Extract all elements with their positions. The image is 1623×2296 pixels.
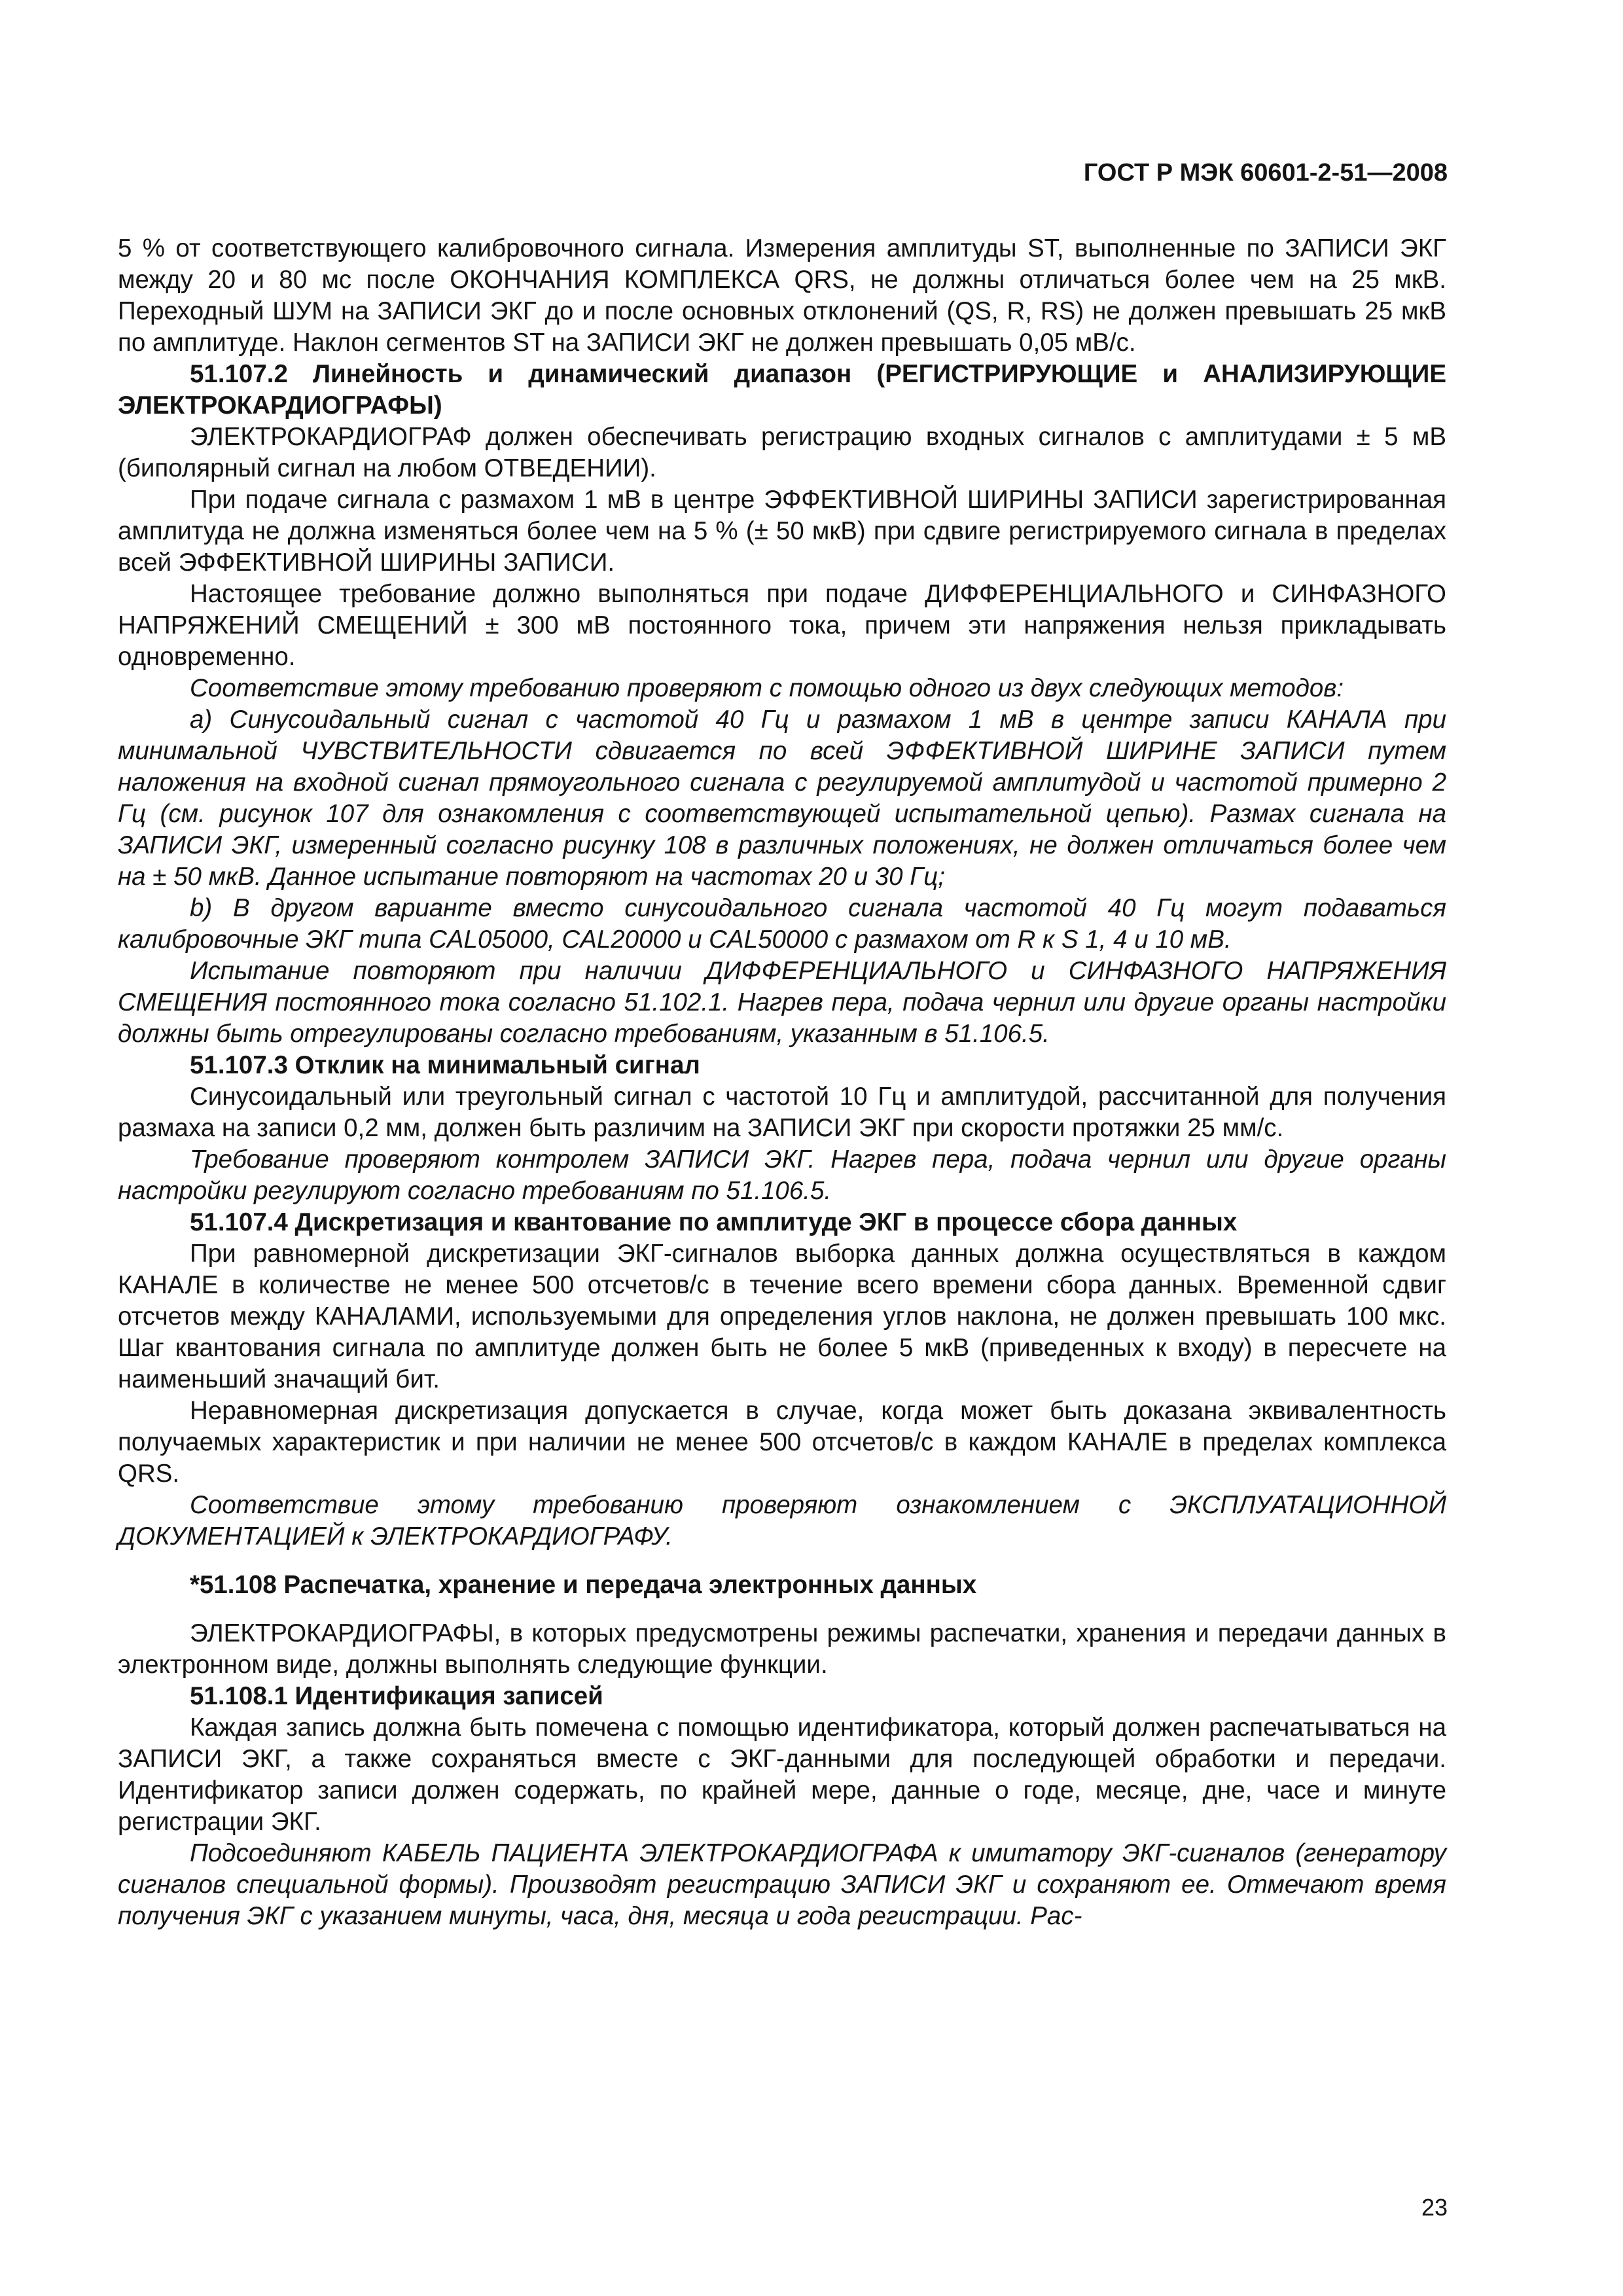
section-heading-51-108-1: 51.108.1 Идентификация записей bbox=[190, 1682, 603, 1710]
paragraph: Неравномерная дискретизация допускается в случае, когда может быть доказана эквивалентность получаемых характеристик и при наличии не менее 500 отсчетов/с в каждом КАНАЛЕ в пределах комплекса QRS. bbox=[118, 1397, 1446, 1488]
method-b-paragraph: b) В другом варианте вместо синусоидального сигнала частотой 40 Гц могут подаваться калибровочные ЭКГ типа CAL05000, CAL20000 и CAL50000 с размахом от R к S 1, 4 и 10 мВ. bbox=[118, 894, 1446, 954]
paragraph: При равномерной дискретизации ЭКГ-сигналов выборка данных должна осуществляться в каждом КАНАЛЕ в количестве не менее 500 отсчетов/с в течение всего времени сбора данных. Временной сдвиг отсчетов между КАНАЛАМИ, используемыми для определения углов наклона, не должен превышать 100 мкс. Шаг квантования сигнала по амплитуде должен быть не более 5 мкВ (приведенных к входу) в пересчете на наименьший значащий бит. bbox=[118, 1240, 1446, 1393]
section-heading-51-107-2: 51.107.2 Линейность и динамический диапазон (РЕГИСТРИРУЮЩИЕ и АНАЛИЗИРУЮЩИЕ ЭЛЕКТРОКАРДИОГРАФЫ) bbox=[118, 360, 1446, 420]
paragraph: ЭЛЕКТРОКАРДИОГРАФ должен обеспечивать регистрацию входных сигналов с амплитудами ± 5 мВ (биполярный сигнал на любом ОТВЕДЕНИИ). bbox=[118, 423, 1446, 482]
section-heading-51-108: *51.108 Распечатка, хранение и передача электронных данных bbox=[190, 1571, 977, 1599]
method-a-paragraph: a) Синусоидальный сигнал с частотой 40 Гц и размахом 1 мВ в центре записи КАНАЛА при минимальной ЧУВСТВИТЕЛЬНОСТИ сдвигается по всей ЭФФЕКТИВНОЙ ШИРИНЕ ЗАПИСИ путем наложения на входной сигнал прямоугольного сигнала с регулируемой амплитудой и частотой примерно 2 Гц (см. рисунок 107 для ознакомления с соответствующей испытательной цепью). Размах сигнала на ЗАПИСИ ЭКГ, измеренный согласно рисунку 108 в различных положениях, не должен отличаться более чем на ± 50 мкВ. Данное испытание повторяют на частотах 20 и 30 Гц; bbox=[118, 706, 1446, 891]
paragraph: Настоящее требование должно выполняться при подаче ДИФФЕРЕНЦИАЛЬНОГО и СИНФАЗНОГО НАПРЯЖЕНИЙ СМЕЩЕНИЙ ± 300 мВ постоянного тока, причем эти напряжения нельзя прикладывать одновременно. bbox=[118, 580, 1446, 671]
page-number: 23 bbox=[1421, 2194, 1448, 2221]
section-heading-51-107-3: 51.107.3 Отклик на минимальный сигнал bbox=[190, 1051, 700, 1079]
paragraph: Синусоидальный или треугольный сигнал с частотой 10 Гц и амплитудой, рассчитанной для получения размаха на записи 0,2 мм, должен быть различим на ЗАПИСИ ЭКГ при скорости протяжки 25 мм/с. bbox=[118, 1083, 1446, 1142]
compliance-paragraph: Подсоединяют КАБЕЛЬ ПАЦИЕНТА ЭЛЕКТРОКАРДИОГРАФА к имитатору ЭКГ-сигналов (генератору сигналов специальной формы). Производят регистрацию ЗАПИСИ ЭКГ и сохраняют ее. Отмечают время получения ЭКГ с указанием минуты, часа, дня, месяца и года регистрации. Рас- bbox=[118, 1839, 1446, 1930]
document-body bbox=[118, 233, 1446, 1932]
paragraph: ЭЛЕКТРОКАРДИОГРАФЫ, в которых предусмотрены режимы распечатки, хранения и передачи данных в электронном виде, должны выполнять следующие функции. bbox=[118, 1619, 1446, 1679]
document-header-standard: ГОСТ Р МЭК 60601-2-51—2008 bbox=[1083, 159, 1448, 187]
compliance-paragraph: Соответствие этому требованию проверяют с помощью одного из двух следующих методов: bbox=[190, 674, 1344, 702]
paragraph: При подаче сигнала с размахом 1 мВ в центре ЭФФЕКТИВНОЙ ШИРИНЫ ЗАПИСИ зарегистрированная амплитуда не должна изменяться более чем на 5 % (± 50 мкВ) при сдвиге регистрируемого сигнала в пределах всей ЭФФЕКТИВНОЙ ШИРИНЫ ЗАПИСИ. bbox=[118, 486, 1446, 577]
compliance-paragraph: Требование проверяют контролем ЗАПИСИ ЭКГ. Нагрев пера, подача чернил или другие органы настройки регулируют согласно требованиям по 51.106.5. bbox=[118, 1145, 1446, 1205]
compliance-paragraph: Соответствие этому требованию проверяют ознакомлением с ЭКСПЛУАТАЦИОННОЙ ДОКУМЕНТАЦИЕЙ к ЭЛЕКТРОКАРДИОГРАФУ. bbox=[118, 1491, 1446, 1551]
test-repeat-paragraph: Испытание повторяют при наличии ДИФФЕРЕНЦИАЛЬНОГО и СИНФАЗНОГО НАПРЯЖЕНИЯ СМЕЩЕНИЯ постоянного тока согласно 51.102.1. Нагрев пера, подача чернил или другие органы настройки должны быть отрегулированы согласно требованиям, указанным в 51.106.5. bbox=[118, 957, 1446, 1048]
section-heading-51-107-4: 51.107.4 Дискретизация и квантование по амплитуде ЭКГ в процессе сбора данных bbox=[190, 1208, 1238, 1236]
paragraph-continuation: 5 % от соответствующего калибровочного сигнала. Измерения амплитуды ST, выполненные по ЗАПИСИ ЭКГ между 20 и 80 мс после ОКОНЧАНИЯ КОМПЛЕКСА QRS, не должны отличаться более чем на 25 мкВ. Переходный ШУМ на ЗАПИСИ ЭКГ до и после основных отклонений (QS, R, RS) не должен превышать 25 мкВ по амплитуде. Наклон сегментов ST на ЗАПИСИ ЭКГ не должен превышать 0,05 мВ/с. bbox=[118, 234, 1446, 357]
paragraph: Каждая запись должна быть помечена с помощью идентификатора, который должен распечатываться на ЗАПИСИ ЭКГ, а также сохраняться вместе с ЭКГ-данными для последующей обработки и передачи. Идентификатор записи должен содержать, по крайней мере, данные о годе, месяце, дне, часе и минуте регистрации ЭКГ. bbox=[118, 1713, 1446, 1836]
